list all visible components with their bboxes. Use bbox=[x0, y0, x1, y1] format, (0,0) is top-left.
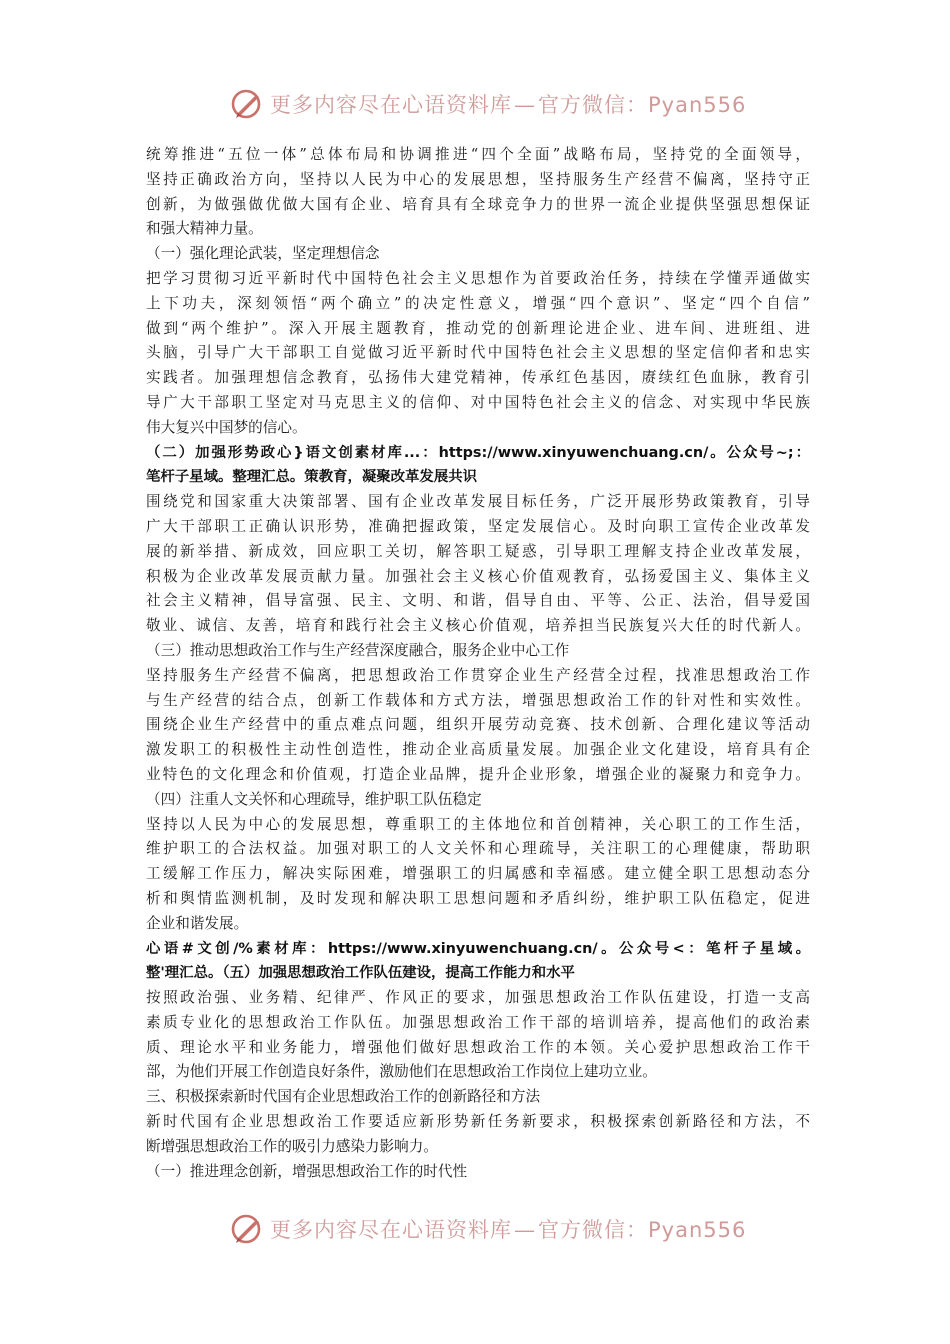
body-line: 质、理论水平和业务能力，增强他们做好思想政治工作的本领。关心爱护思想政治工作干 bbox=[146, 1038, 810, 1056]
watermark-text: 更多内容尽在心语资料库—官方微信：Pyan556 bbox=[270, 93, 747, 117]
body-line: 社会主义精神，倡导富强、民主、文明、和谐，倡导自由、平等、公正、法治，倡导爱国 bbox=[146, 592, 810, 610]
body-line: 围绕企业生产经营中的重点难点问题，组织开展劳动竞赛、技术创新、合理化建议等活动 bbox=[146, 716, 810, 734]
body-line: 把学习贯彻习近平新时代中国特色社会主义思想作为首要政治任务，持续在学懂弄通做实 bbox=[146, 269, 810, 287]
watermark-ad-line: 心语#文创/%素材库：https://www.xinyuwenchuang.cn/。公众号<：笔杆子星域。 bbox=[146, 940, 810, 957]
body-line: 头脑，引导广大干部职工自觉做习近平新时代中国特色社会主义思想的坚定信仰者和忠实 bbox=[146, 344, 810, 362]
body-line: 析和舆情监测机制，及时发现和解决职工思想问题和矛盾纠纷，维护职工队伍稳定，促进 bbox=[146, 889, 810, 907]
body-line: 展的新举措、新成效，回应职工关切，解答职工疑惑，引导职工理解支持企业改革发展， bbox=[146, 542, 810, 560]
body-line: 断增强思想政治工作的吸引力感染力影响力。 bbox=[146, 1137, 438, 1155]
body-line: 上下功夫，深刻领悟“两个确立”的决定性意义，增强“四个意识”、坚定“四个自信” bbox=[146, 294, 810, 312]
header-watermark-banner bbox=[0, 84, 950, 124]
body-line: 和强大精神力量。 bbox=[146, 220, 263, 238]
body-line: 围绕党和国家重大决策部署、国有企业改革发展目标任务，广泛开展形势政策教育，引导 bbox=[146, 493, 810, 511]
section-heading: 三、积极探索新时代国有企业思想政治工作的创新路径和方法 bbox=[146, 1088, 541, 1106]
body-line: 创新，为做强做优做大国有企业、培育具有全球竞争力的世界一流企业提供坚强思想保证 bbox=[146, 195, 810, 213]
body-line: 坚持以人民为中心的发展思想，尊重职工的主体地位和首创精神，关心职工的工作生活， bbox=[146, 815, 810, 833]
body-line: 与生产经营的结合点，创新工作载体和方式方法，增强思想政治工作的针对性和实效性。 bbox=[146, 691, 810, 709]
body-line: 统筹推进“五位一体”总体布局和协调推进“四个全面”战略布局，坚持党的全面领导， bbox=[146, 146, 810, 163]
section-heading: （四）注重人文关怀和心理疏导，维护职工队伍稳定 bbox=[146, 790, 482, 808]
body-line: 导广大干部职工坚定对马克思主义的信仰、对中国特色社会主义的信念、对实现中华民族 bbox=[146, 393, 810, 411]
body-line: 部，为他们开展工作创造良好条件，激励他们在思想政治工作岗位上建功立业。 bbox=[146, 1063, 657, 1081]
watermark-ad-line: 笔杆子星域。整理汇总。策教育，凝聚改革发展共识 bbox=[146, 469, 477, 486]
body-line: 积极为企业改革发展贡献力量。加强社会主义核心价值观教育，弘扬爱国主义、集体主义 bbox=[146, 567, 810, 585]
body-line: 广大干部职工正确认识形势，准确把握政策，坚定发展信心。及时向职工宣传企业改革发 bbox=[146, 517, 810, 535]
body-line: 业特色的文化理念和价值观，打造企业品牌，提升企业形象，增强企业的凝聚力和竞争力。 bbox=[146, 765, 810, 783]
watermark-ad-line: （二）加强形势政心}语文创素材库...：https://www.xinyuwenchuang.cn/。公众号~;： bbox=[146, 444, 810, 461]
body-line: 激发职工的积极性主动性创造性，推动企业高质量发展。加强企业文化建设，培育具有企 bbox=[146, 741, 810, 759]
body-line: 敬业、诚信、友善，培育和践行社会主义核心价值观，培养担当民族复兴大任的时代新人。 bbox=[146, 617, 810, 635]
body-line: 新时代国有企业思想政治工作要适应新形势新任务新要求，积极探索创新路径和方法，不 bbox=[146, 1113, 810, 1131]
section-heading: （三）推动思想政治工作与生产经营深度融合，服务企业中心工作 bbox=[146, 641, 570, 659]
section-heading: （一）强化理论武装，坚定理想信念 bbox=[146, 245, 380, 263]
watermark-ad-line: 整'理汇总。（五）加强思想政治工作队伍建设，提高工作能力和水平 bbox=[146, 965, 575, 982]
body-line: 工缓解工作压力，解决实际困难，增强职工的归属感和幸福感。建立健全职工思想动态分 bbox=[146, 865, 810, 883]
document-body bbox=[146, 143, 810, 1184]
body-line: 维护职工的合法权益。加强对职工的人文关怀和心理疏导，关注职工的心理健康，帮助职 bbox=[146, 840, 810, 858]
section-heading: （一）推进理念创新，增强思想政治工作的时代性 bbox=[146, 1162, 468, 1180]
pen-logo-icon bbox=[230, 1212, 264, 1246]
watermark-text: 更多内容尽在心语资料库—官方微信：Pyan556 bbox=[270, 1218, 747, 1242]
footer-watermark-banner bbox=[0, 1209, 950, 1249]
body-line: 做到“两个维护”。深入开展主题教育，推动党的创新理论进企业、进车间、进班组、进 bbox=[146, 319, 810, 337]
body-line: 坚持服务生产经营不偏离，把思想政治工作贯穿企业生产经营全过程，找准思想政治工作 bbox=[146, 666, 810, 684]
body-line: 企业和谐发展。 bbox=[146, 914, 249, 932]
body-line: 坚持正确政治方向，坚持以人民为中心的发展思想，坚持服务生产经营不偏离，坚持守正 bbox=[146, 170, 810, 188]
pen-logo-icon bbox=[230, 87, 264, 121]
body-line: 伟大复兴中国梦的信心。 bbox=[146, 418, 307, 436]
body-line: 按照政治强、业务精、纪律严、作风正的要求，加强思想政治工作队伍建设，打造一支高 bbox=[146, 989, 810, 1007]
body-line: 实践者。加强理想信念教育，弘扬伟大建党精神，传承红色基因，赓续红色血脉，教育引 bbox=[146, 369, 810, 387]
body-line: 素质专业化的思想政治工作队伍。加强思想政治工作干部的培训培养，提高他们的政治素 bbox=[146, 1013, 810, 1031]
